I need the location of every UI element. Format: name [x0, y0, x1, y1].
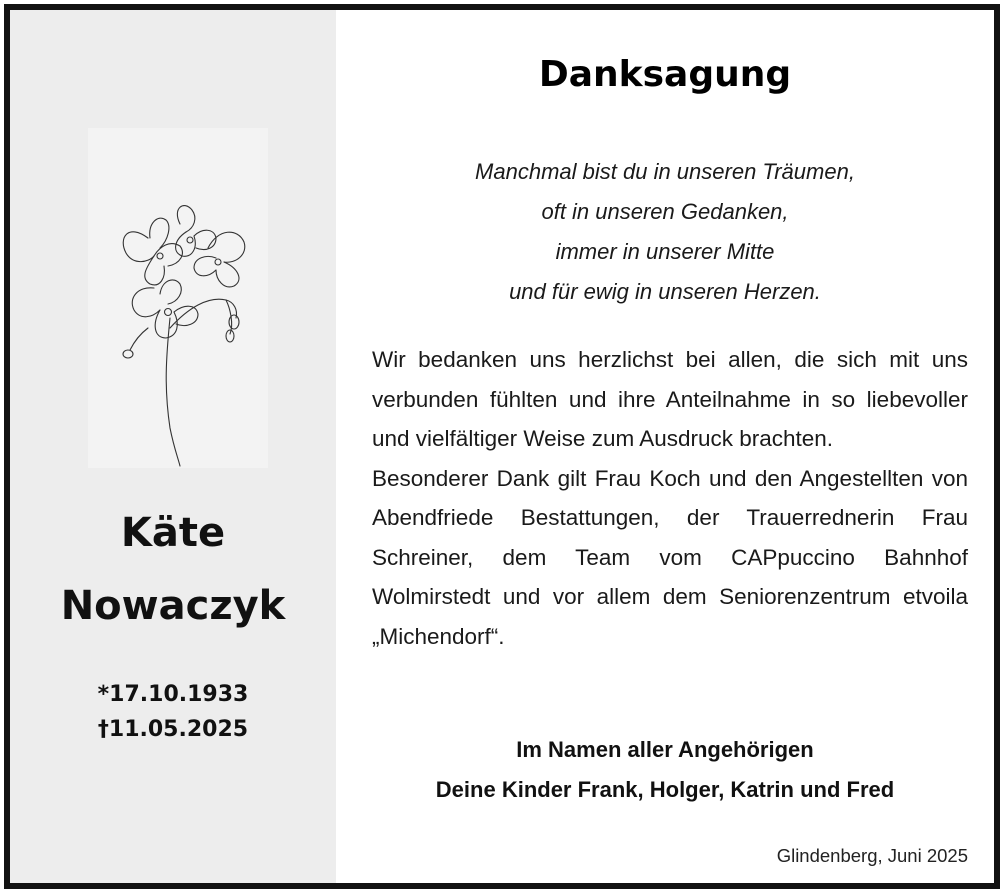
poem-line: Manchmal bist du in unseren Träumen,: [475, 159, 855, 184]
thanks-text: [372, 340, 968, 656]
death-date: †11.05.2025: [97, 717, 249, 742]
right-panel: [336, 10, 994, 883]
orchid-illustration-icon: [88, 128, 268, 468]
deceased-last-name: Nowaczyk: [60, 583, 286, 629]
signature-line: Im Namen aller Angehörigen: [516, 737, 814, 762]
thanks-paragraph: Wir bedanken uns herzlichst bei allen, die sich mit uns verbunden fühlten und ihre Anteilnahme in so liebevoller und vielfältiger Weise zum Ausdruck brachten.: [372, 347, 968, 451]
poem-line: und für ewig in unseren Herzen.: [509, 279, 821, 304]
obituary-notice: [4, 4, 1000, 889]
birth-date: *17.10.1933: [97, 682, 249, 707]
heading: Danksagung: [538, 54, 792, 95]
left-panel: [10, 10, 336, 883]
poem: [336, 152, 994, 312]
place-date: Glindenberg, Juni 2025: [776, 845, 968, 866]
thanks-paragraph: Besonderer Dank gilt Frau Koch und den Angestellten von Abendfriede Bestattungen, der Trauerrednerin Frau Schreiner, dem Team vom CAPpuccino Bahnhof Wolmirstedt und vor allem dem Seniorenzentrum etvoila „Michendorf“.: [372, 465, 968, 649]
signature-line: Deine Kinder Frank, Holger, Katrin und Fred: [435, 777, 895, 802]
deceased-first-name: Käte: [120, 510, 226, 556]
poem-line: oft in unseren Gedanken,: [541, 199, 789, 224]
poem-line: immer in unserer Mitte: [555, 239, 775, 264]
signature-block: [336, 730, 994, 810]
